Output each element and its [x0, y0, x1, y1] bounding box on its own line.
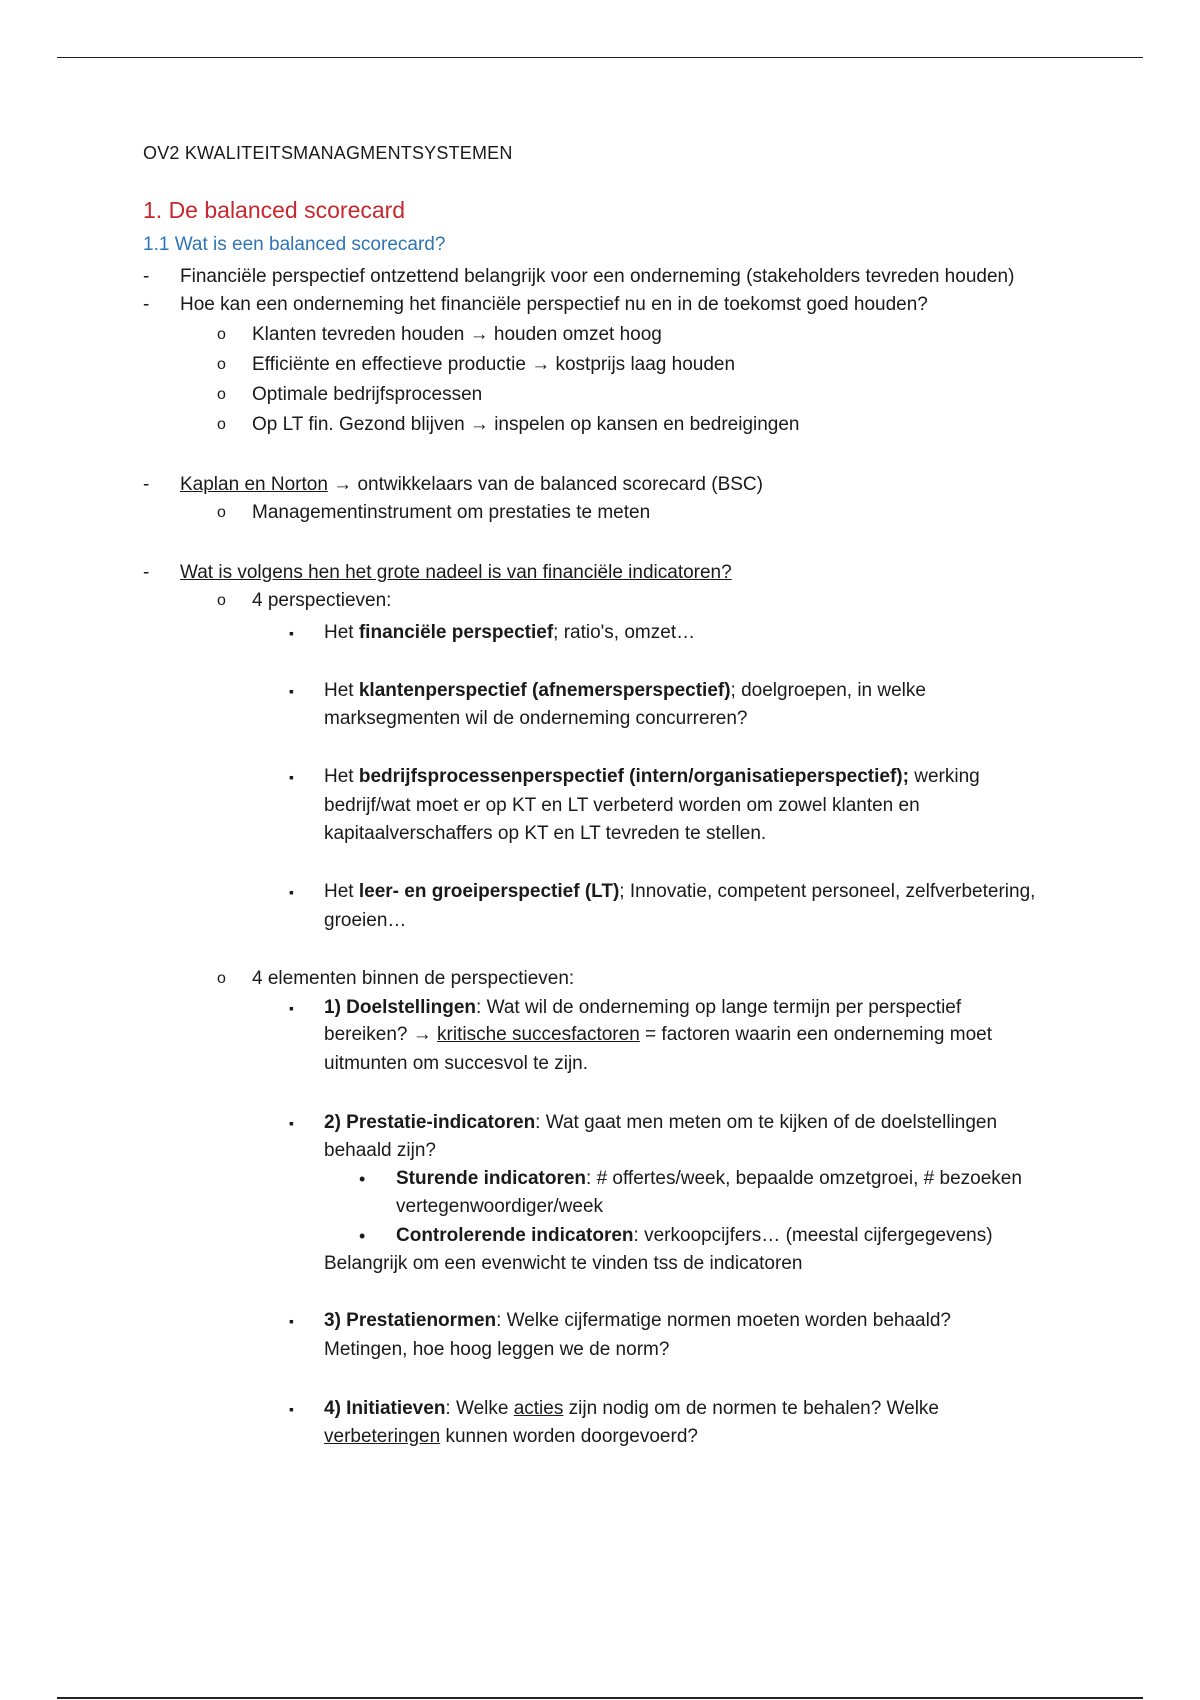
indicator-control: Controlerende indicatoren: verkoopcijfers… (meestal cijfergegevens) [396, 1225, 993, 1246]
indicators-note: Belangrijk om een evenwicht te vinden tss de indicatoren [324, 1253, 803, 1274]
sub-list-item: Efficiënte en effectieve productie → kostprijs laag houden [252, 354, 736, 375]
element-goals: 1) Doelstellingen: Wat wil de onderneming op lange termijn per perspectief [324, 997, 962, 1018]
perspective-learning: Het leer- en groeiperspectief (LT); Innovatie, competent personeel, zelfverbetering, [324, 881, 1036, 902]
heading-1: 1. De balanced scorecard [143, 197, 406, 223]
list-item: Hoe kan een onderneming het financiële perspectief nu en in de toekomst goed houden? [180, 294, 928, 315]
element-initiatives-cont: verbeteringen kunnen worden doorgevoerd? [324, 1426, 698, 1447]
element-indicators-cont: behaald zijn? [324, 1140, 436, 1161]
square-bullet: ▪ [289, 683, 294, 699]
perspective-process-cont: kapitaalverschaffers op KT en LT tevreden te stellen. [324, 823, 767, 844]
square-bullet: ▪ [289, 884, 294, 900]
perspectives-label: 4 perspectieven: [252, 590, 392, 611]
dot-bullet: • [359, 1226, 366, 1246]
circle-bullet: o [217, 592, 226, 609]
square-bullet: ▪ [289, 1313, 294, 1329]
circle-bullet: o [217, 504, 226, 521]
sub-list-item: Klanten tevreden houden → houden omzet hoog [252, 324, 662, 345]
perspective-learning-cont: groeien… [324, 910, 407, 931]
indicator-steering-cont: vertegenwoordiger/week [396, 1196, 604, 1217]
element-norms: 3) Prestatienormen: Welke cijfermatige normen moeten worden behaald? [324, 1310, 951, 1331]
elements-label: 4 elementen binnen de perspectieven: [252, 968, 575, 989]
heading-2: 1.1 Wat is een balanced scorecard? [143, 234, 446, 255]
dash-bullet: - [143, 562, 150, 583]
question-item: Wat is volgens hen het grote nadeel is van financiële indicatoren? [180, 562, 732, 583]
dash-bullet: - [143, 474, 150, 495]
underlined-text: Kaplan en Norton [180, 474, 328, 495]
circle-bullet: o [217, 356, 226, 373]
circle-bullet: o [217, 970, 226, 987]
document-title: OV2 KWALITEITSMANAGMENTSYSTEMEN [143, 143, 513, 163]
square-bullet: ▪ [289, 1401, 294, 1417]
dot-bullet: • [359, 1169, 366, 1189]
square-bullet: ▪ [289, 769, 294, 785]
header-rule [57, 57, 1143, 58]
sub-list-item: Managementinstrument om prestaties te meten [252, 502, 651, 523]
dash-bullet: - [143, 266, 150, 287]
circle-bullet: o [217, 326, 226, 343]
square-bullet: ▪ [289, 625, 294, 641]
circle-bullet: o [217, 416, 226, 433]
footer-rule [57, 1697, 1143, 1699]
list-item: Financiële perspectief ontzettend belangrijk voor een onderneming (stakeholders tevreden houden) [180, 266, 1015, 287]
circle-bullet: o [217, 386, 226, 403]
square-bullet: ▪ [289, 1115, 294, 1131]
element-norms-cont: Metingen, hoe hoog leggen we de norm? [324, 1339, 670, 1360]
dash-bullet: - [143, 294, 150, 315]
element-goals-cont: uitmunten om succesvol te zijn. [324, 1053, 589, 1074]
list-item: Kaplan en Norton → ontwikkelaars van de balanced scorecard (BSC) [180, 474, 763, 495]
perspective-process-cont: bedrijf/wat moet er op KT en LT verbeterd worden om zowel klanten en [324, 795, 920, 816]
perspective-customer-cont: marksegmenten wil de onderneming concurreren? [324, 708, 748, 729]
sub-list-item: Op LT fin. Gezond blijven → inspelen op kansen en bedreigingen [252, 414, 800, 435]
perspective-financial: Het financiële perspectief; ratio's, omzet… [324, 622, 696, 643]
element-initiatives: 4) Initiatieven: Welke acties zijn nodig om de normen te behalen? Welke [324, 1398, 940, 1419]
perspective-process: Het bedrijfsprocessenperspectief (intern/organisatieperspectief); werking [324, 766, 980, 787]
element-goals-cont: bereiken? → kritische succesfactoren = factoren waarin een onderneming moet [324, 1024, 993, 1045]
sub-list-item: Optimale bedrijfsprocessen [252, 384, 483, 405]
element-indicators: 2) Prestatie-indicatoren: Wat gaat men meten om te kijken of de doelstellingen [324, 1112, 998, 1133]
indicator-steering: Sturende indicatoren: # offertes/week, bepaalde omzetgroei, # bezoeken [396, 1168, 1022, 1189]
square-bullet: ▪ [289, 1000, 294, 1016]
perspective-customer: Het klantenperspectief (afnemersperspectief); doelgroepen, in welke [324, 680, 926, 701]
